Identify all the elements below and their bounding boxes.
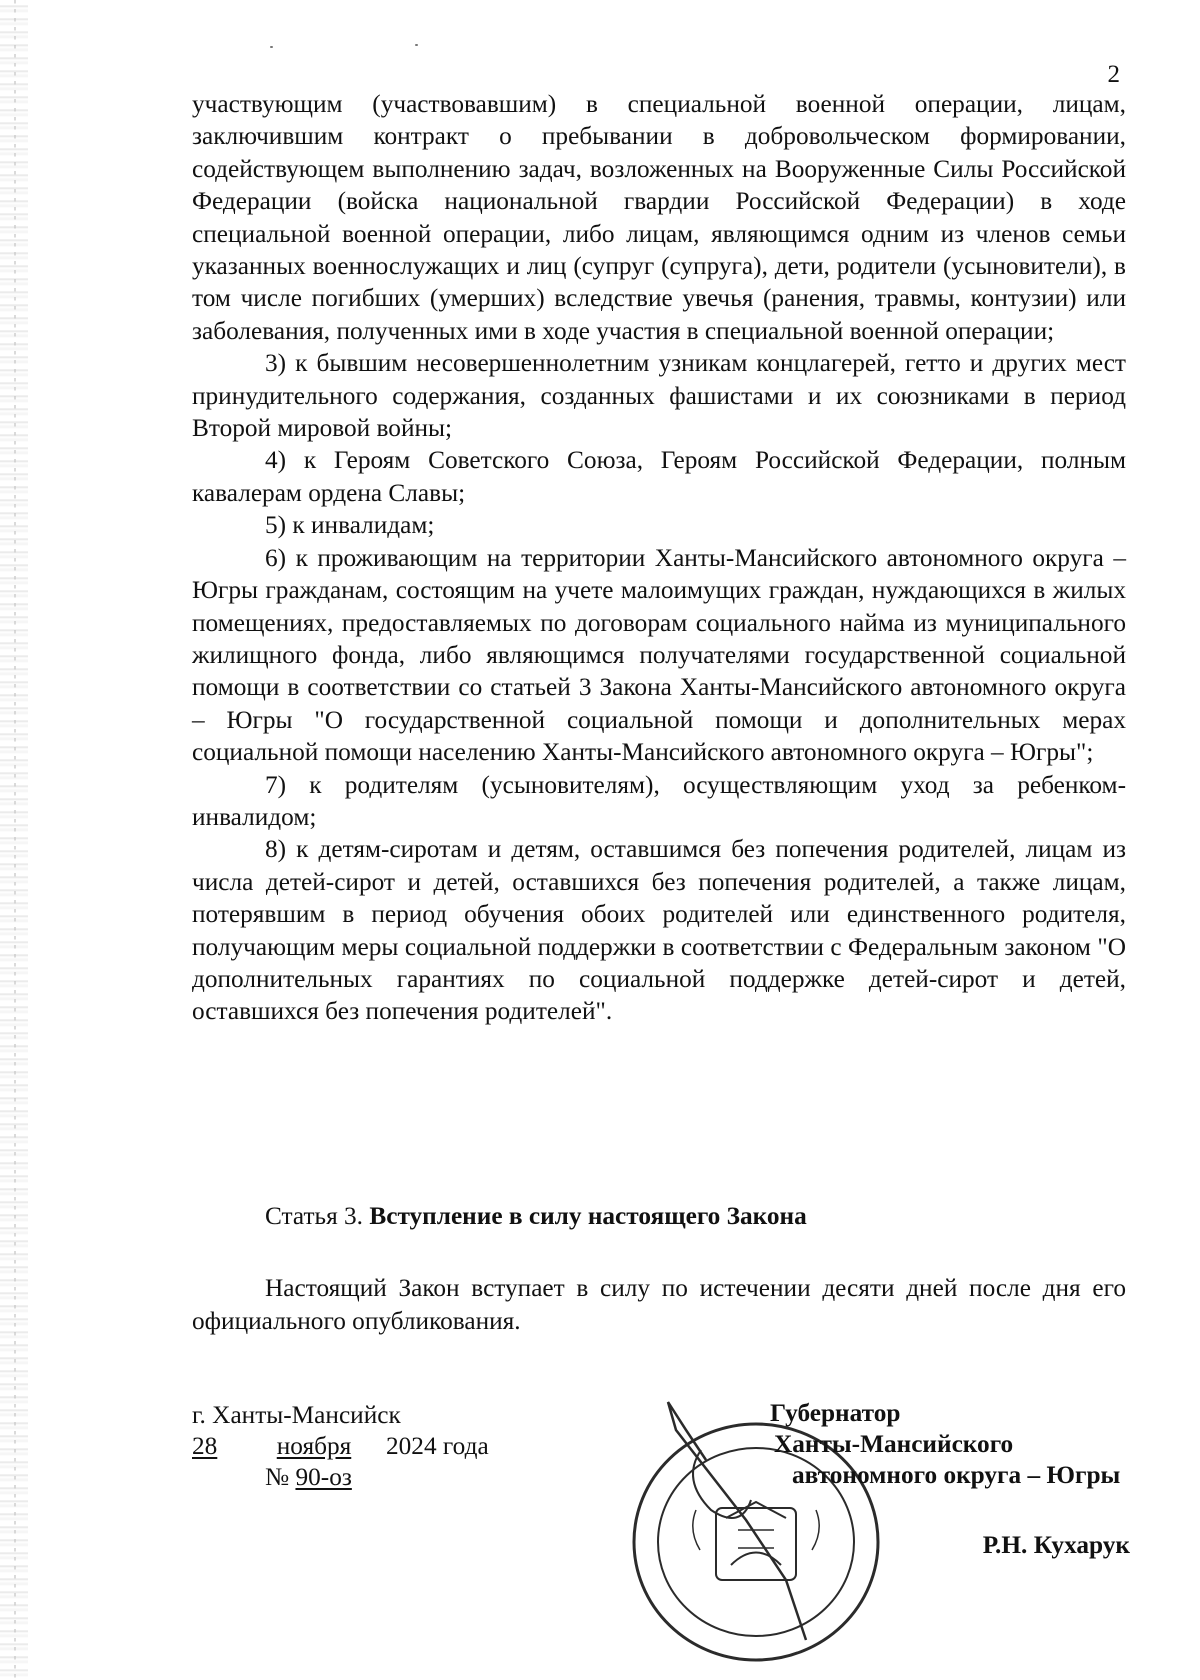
date-month: ноября	[276, 1432, 352, 1460]
list-item-5: 5) к инвалидам;	[265, 511, 435, 540]
law-number-prefix: №	[265, 1463, 290, 1491]
governor-name: Р.Н. Кухарук	[982, 1531, 1130, 1559]
place-date-number	[192, 1400, 612, 1493]
page-number: 2	[1107, 61, 1120, 88]
list-item-7: 7) к родителям (усыновителям), осуществляющим уход за ребенком-инвалидом;	[192, 770, 1126, 831]
list-item-6: 6) к проживающим на территории Ханты-Мансийского автономного округа – Югры гражданам, состоящим на учете малоимущих граждан, нуждающихся в жилых помещениях, предоставляемых по договорам социального найма из муниципального жилищного фонда, либо являющимся получателями государственной социальной помощи в соответствии со статьей 3 Закона Ханты-Мансийского автономного округа – Югры "О государственной социальной помощи и дополнительных мерах социальной помощи населению Ханты-Мансийского автономного округа – Югры";	[192, 543, 1126, 767]
governor-line-1: Губернатор	[770, 1399, 901, 1427]
continuation-paragraph: участвующим (участвовавшим) в специальной военной операции, лицам, заключившим контракт о пребывании в добровольческом формировании, содействующем выполнению задач, возложенных на Вооруженные Силы Российской Федерации (войска национальной гвардии Российской Федерации) в ходе специальной военной операции, либо лицам, являющимся одним из членов семьи указанных военнослужащих и лиц (супруг (супруга), дети, родители (усыновители), в том числе погибших (умерших) вследствие увечья (ранения, травмы, контузии) или заболевания, полученных ими в ходе участия в специальной военной операции;	[192, 90, 1126, 345]
final-paragraph-block	[192, 1272, 1126, 1338]
governor-line-3: автономного округа – Югры	[792, 1461, 1121, 1489]
law-number-value: 90-оз	[295, 1463, 352, 1491]
document-body	[192, 88, 1126, 1028]
final-paragraph: Настоящий Закон вступает в силу по истечении десяти дней после дня его официального опубликования.	[192, 1274, 1126, 1335]
governor-title	[620, 1398, 1130, 1491]
scan-edge-artifact	[0, 0, 28, 1680]
article-prefix: Статья 3.	[265, 1202, 364, 1230]
governor-line-2: Ханты-Мансийского	[774, 1430, 1014, 1458]
date-day: 28	[192, 1432, 218, 1460]
list-item-4: 4) к Героям Советского Союза, Героям Российской Федерации, полным кавалерам ордена Славы;	[192, 446, 1126, 507]
date-year: 2024 года	[386, 1432, 489, 1460]
article-heading	[265, 1200, 1125, 1232]
signing-date	[192, 1431, 612, 1462]
article-title: Вступление в силу настоящего Закона	[369, 1202, 807, 1230]
list-item-8: 8) к детям-сиротам и детям, оставшимся без попечения родителей, лицам из числа детей-сирот и детей, оставшихся без попечения родителей, а также лицам, потерявшим в период обучения обоих родителей или единственного родителя, получающим меры социальной поддержки в соответствии с Федеральным законом "О дополнительных гарантиях по социальной поддержке детей-сирот и детей, оставшихся без попечения родителей".	[192, 835, 1126, 1026]
signing-city: г. Ханты-Мансийск	[192, 1401, 401, 1429]
law-number	[192, 1462, 612, 1493]
list-item-3: 3) к бывшим несовершеннолетним узникам концлагерей, гетто и других мест принудительного содержания, созданных фашистами и их союзниками в период Второй мировой войны;	[192, 349, 1126, 443]
